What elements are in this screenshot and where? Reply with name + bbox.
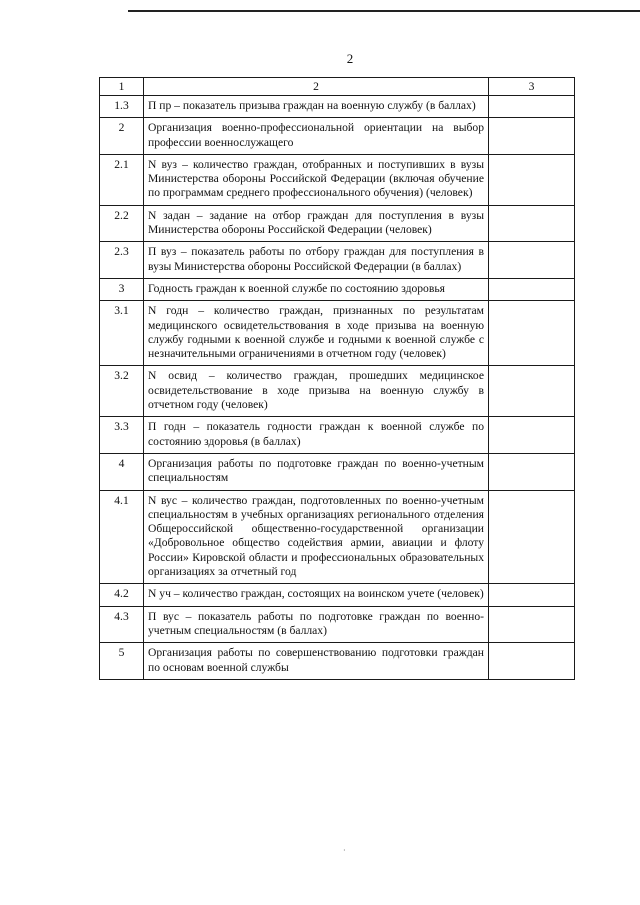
header-col-1: 1 bbox=[100, 78, 144, 96]
row-text: N освид – количество граждан, прошедших медицинское освидетельствование в ходе призыва на военную службу в отчетном году (человек) bbox=[144, 366, 489, 417]
table-row bbox=[100, 606, 575, 643]
row-value bbox=[489, 154, 575, 205]
table-row bbox=[100, 643, 575, 680]
table-row bbox=[100, 118, 575, 155]
table-row bbox=[100, 154, 575, 205]
table-row bbox=[100, 417, 575, 454]
row-value bbox=[489, 242, 575, 279]
row-number: 4.1 bbox=[100, 490, 144, 584]
table-row bbox=[100, 242, 575, 279]
row-value bbox=[489, 584, 575, 606]
table-row bbox=[100, 366, 575, 417]
row-value bbox=[489, 453, 575, 490]
row-text: Организация военно-профессиональной ориентации на выбор профессии военнослужащего bbox=[144, 118, 489, 155]
row-number: 3.3 bbox=[100, 417, 144, 454]
row-number: 3.2 bbox=[100, 366, 144, 417]
row-text: N задан – задание на отбор граждан для поступления в вузы Министерства обороны Российской Федерации (человек) bbox=[144, 205, 489, 242]
row-text: N уч – количество граждан, состоящих на воинском учете (человек) bbox=[144, 584, 489, 606]
row-value bbox=[489, 643, 575, 680]
row-number: 4 bbox=[100, 453, 144, 490]
row-text: N годн – количество граждан, признанных по результатам медицинского освидетельствования в ходе призыва на военную службу годными к военной службе и годными к военной службе с незначительными ограничениями в отчетном году (человек) bbox=[144, 301, 489, 366]
row-number: 1.3 bbox=[100, 96, 144, 118]
row-text: N вус – количество граждан, подготовленных по военно-учетным специальностям в учебных организациях регионального отделения Общероссийской общественно-государственной организации «Добровольное общество содействия армии, авиации и флоту России» Кировской области и профессиональных образовательных организациях за отчетный год bbox=[144, 490, 489, 584]
row-text: Организация работы по подготовке граждан по военно-учетным специальностям bbox=[144, 453, 489, 490]
row-text: Годность граждан к военной службе по состоянию здоровья bbox=[144, 278, 489, 300]
row-number: 5 bbox=[100, 643, 144, 680]
row-number: 4.3 bbox=[100, 606, 144, 643]
table-row bbox=[100, 453, 575, 490]
top-rule bbox=[128, 10, 640, 12]
row-value bbox=[489, 205, 575, 242]
page-number: 2 bbox=[346, 51, 354, 66]
row-number: 2.1 bbox=[100, 154, 144, 205]
row-value bbox=[489, 606, 575, 643]
row-number: 3 bbox=[100, 278, 144, 300]
row-number: 2 bbox=[100, 118, 144, 155]
row-text: Организация работы по совершенствованию подготовки граждан по основам военной службы bbox=[144, 643, 489, 680]
row-number: 4.2 bbox=[100, 584, 144, 606]
header-col-2: 2 bbox=[144, 78, 489, 96]
row-text: П вуз – показатель работы по отбору граждан для поступления в вузы Министерства обороны Российской Федерации (в баллах) bbox=[144, 242, 489, 279]
row-value bbox=[489, 366, 575, 417]
table-row bbox=[100, 584, 575, 606]
row-value bbox=[489, 118, 575, 155]
row-value bbox=[489, 490, 575, 584]
row-value bbox=[489, 278, 575, 300]
indicators-table bbox=[99, 77, 575, 680]
row-value bbox=[489, 96, 575, 118]
table-row bbox=[100, 490, 575, 584]
table-row bbox=[100, 301, 575, 366]
table-row bbox=[100, 278, 575, 300]
table-row bbox=[100, 96, 575, 118]
scan-speck: · bbox=[343, 846, 346, 855]
table-header-row bbox=[100, 78, 575, 96]
row-text: П пр – показатель призыва граждан на военную службу (в баллах) bbox=[144, 96, 489, 118]
row-value bbox=[489, 301, 575, 366]
row-number: 3.1 bbox=[100, 301, 144, 366]
row-number: 2.3 bbox=[100, 242, 144, 279]
row-text: N вуз – количество граждан, отобранных и поступивших в вузы Министерства обороны Российской Федерации (включая обучение по программам среднего профессионального обучения) (человек) bbox=[144, 154, 489, 205]
row-number: 2.2 bbox=[100, 205, 144, 242]
row-value bbox=[489, 417, 575, 454]
header-col-3: 3 bbox=[489, 78, 575, 96]
table-row bbox=[100, 205, 575, 242]
row-text: П годн – показатель годности граждан к военной службе по состоянию здоровья (в баллах) bbox=[144, 417, 489, 454]
row-text: П вус – показатель работы по подготовке граждан по военно-учетным специальностям (в баллах) bbox=[144, 606, 489, 643]
